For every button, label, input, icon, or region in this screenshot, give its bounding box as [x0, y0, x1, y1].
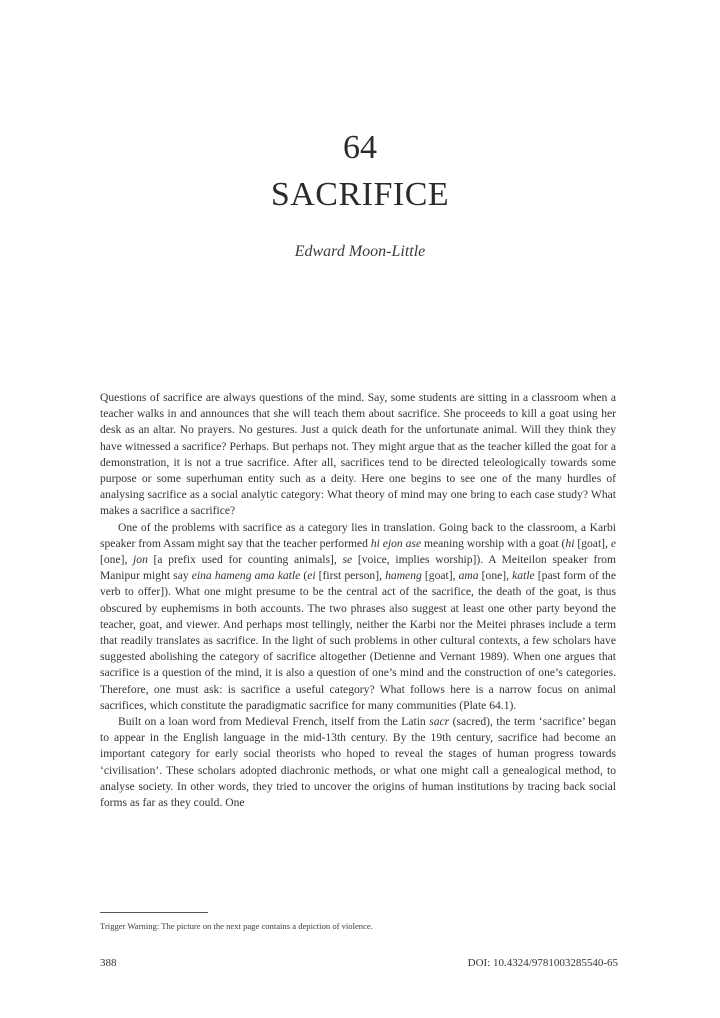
- text-run: (sacred), the term ‘sacrifice’ began to appear in the English language in the mid-13th century. By the 19th century, sacrifice had become an important category for early social theorists who hoped to reveal the stages of human progress towards ‘civilisation’. These scholars adopted diachronic methods, or what one might call a genealogical method, to analyse society. In other words, they tried to uncover the origins of human institutions by tracing back social forms as far as they could. One: [100, 715, 616, 810]
- text-run: [one],: [478, 569, 513, 583]
- chapter-author: Edward Moon-Little: [294, 243, 426, 260]
- body-paragraph: [100, 390, 616, 520]
- text-run: One of the problems with sacrifice as a category lies in translation. Going back to the classroom, a Karbi speaker from Assam might say that the teacher performed: [100, 520, 616, 550]
- text-run: [voice, implies worship]). A Meiteilon speaker from Manipur might say: [100, 553, 616, 583]
- text-run: meaning worship with a goat (: [421, 536, 566, 550]
- italic-term: jon: [133, 553, 148, 567]
- text-run: [goat],: [574, 536, 611, 550]
- text-run: [past form of the verb to offer]). What one might presume to be the central act of the sacrifice, the death of the goat, is thus obscured by euphemisms in both accounts. The two phrases also suggest at least one other party beyond the teacher, goat, and viewer. And perhaps most tellingly, neither the Karbi nor the Meitei phrases include a term that readily translates as sacrifice. In the light of such problems in other cultural contexts, a few scholars have suggested abolishing the category of sacrifice altogether (Detienne and Vernant 1989). When one argues that sacrifice is a question of the mind, it is also a question of one’s mind and the construction of one’s categories. Therefore, one must ask: is sacrifice a useful category? What follows here is a narrow focus on animal sacrifices, which constitute the paradigmatic sacrifice for many communities (Plate 64.1).: [100, 569, 616, 712]
- italic-term: ei: [307, 569, 316, 583]
- text-run: [one],: [100, 553, 134, 567]
- italic-term: hi ejon ase: [370, 536, 422, 550]
- body-paragraph: [100, 714, 616, 811]
- italic-term: hi: [565, 536, 575, 550]
- italic-term: katle: [512, 569, 535, 583]
- text-run: (: [300, 569, 308, 583]
- footnote-trigger-warning: Trigger Warning: The picture on the next page contains a depiction of violence.: [100, 921, 373, 931]
- italic-term: e: [610, 536, 616, 550]
- italic-term: hameng: [385, 569, 422, 583]
- italic-term: sacr: [429, 715, 450, 729]
- page-number: 388: [100, 957, 117, 969]
- text-run: Questions of sacrifice are always questions of the mind. Say, some students are sitting in a classroom when a teacher walks in and announces that she will teach them about sacrifice. She proceeds to kill a goat using her desk as an altar. No prayers. No gestures. Just a quick death for the unfortunate animal. Will they think they have witnessed a sacrifice? Perhaps. But perhaps not. They might argue that as the teacher killed the goat for a demonstration, it is not a true sacrifice. After all, sacrifices tend to be directed teleologically towards some purpose or some superhuman entity such as a deity. Here one begins to see one of the many hurdles of analysing sacrifice as a social analytic category: What theory of mind may one bring to each case study? What makes a sacrifice a sacrifice?: [100, 391, 616, 518]
- body-paragraph: [100, 520, 616, 714]
- chapter-body: [100, 390, 616, 811]
- chapter-number: 64: [343, 129, 377, 166]
- italic-term: se: [342, 553, 353, 567]
- doi-reference: DOI: 10.4324/9781003285540-65: [467, 957, 618, 969]
- text-run: [a prefix used for counting animals],: [147, 553, 343, 567]
- chapter-title: SACRIFICE: [270, 176, 450, 213]
- text-run: [first person],: [315, 569, 386, 583]
- footnote-divider: [100, 912, 208, 913]
- italic-term: eina hameng ama katle: [191, 569, 301, 583]
- text-run: [goat],: [421, 569, 459, 583]
- italic-term: ama: [458, 569, 479, 583]
- text-run: Built on a loan word from Medieval French, itself from the Latin: [118, 715, 430, 729]
